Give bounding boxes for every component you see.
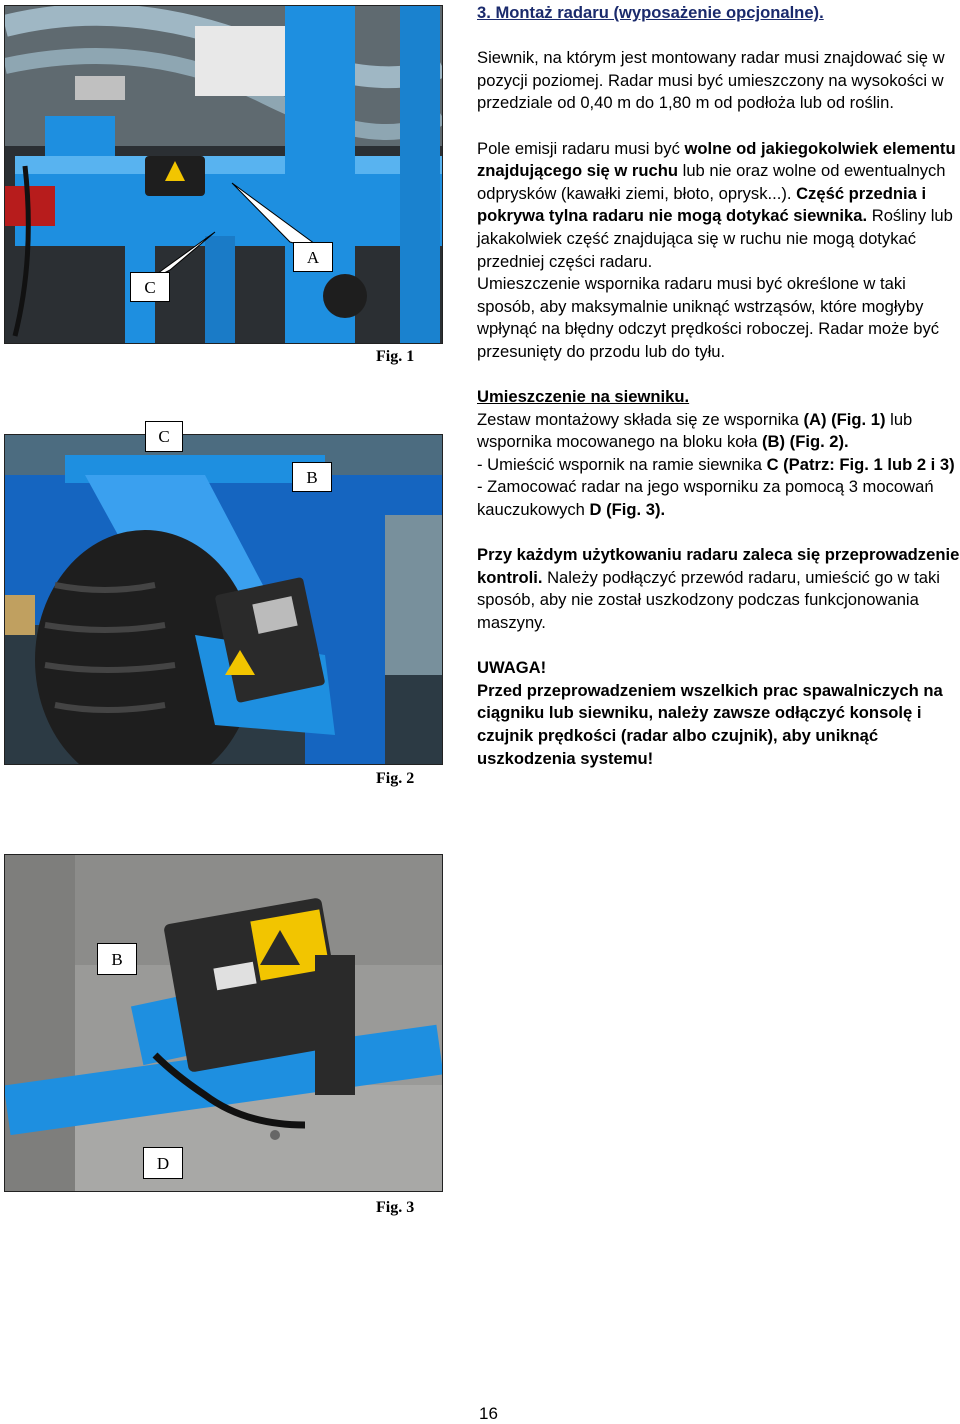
figure-3-illustration	[5, 855, 442, 1191]
text-run-bold: (A) (Fig. 1)	[803, 409, 886, 429]
text-run: - Umieścić wspornik na ramie siewnika	[477, 454, 767, 474]
figure-2-caption: Fig. 2	[376, 770, 415, 787]
paragraph-emission-field	[477, 138, 960, 274]
paragraph-control	[477, 544, 960, 634]
text-run-bold: D (Fig. 3).	[589, 500, 666, 520]
text-run-bold: UWAGA!	[477, 658, 547, 678]
section-title: 3. Montaż radaru (wyposażenie opcjonalne).	[477, 3, 824, 22]
text-column	[477, 2, 960, 770]
text-run: Należy podłączyć przewód radaru, umieścić go w taki sposób, aby nie został uszkodzony podczas funkcjonowania maszyny.	[477, 567, 940, 633]
mounting-heading: Umieszczenie na siewniku.	[477, 387, 690, 407]
warning-label	[477, 657, 960, 680]
text-run-bold: (B) (Fig. 2).	[762, 432, 849, 452]
text-run: Zestaw montażowy składa się ze wspornika	[477, 409, 804, 429]
text-run-bold: Przy każdym użytkowaniu radaru zaleca się przeprowadzenie kontroli.	[477, 545, 960, 587]
text-run: lub nie oraz wolne od ewentualnych odprysków (kawałki ziemi, błoto, oprysk...).	[477, 161, 946, 203]
text-run-bold: Przed przeprowadzeniem wszelkich prac spawalniczych na ciągniku lub siewniku, należy zawsze odłączyć konsolę i czujnik prędkości (radar albo czujnik), aby uniknąć uszkodzenia systemu!	[477, 680, 943, 768]
figure-3-caption: Fig. 3	[376, 1199, 415, 1216]
paragraph-bracket-placement: Umieszczenie wspornika radaru musi być określone w taki sposób, aby maksymalnie uniknąć wstrząsów, które mogłyby wpłynąć na błędny odczyt prędkości roboczej. Radar może być przesunięty do przodu lub do tyłu.	[477, 274, 940, 361]
text-run: - Zamocować radar na jego wsporniku za pomocą 3 mocowań kauczukowych	[477, 477, 934, 520]
figure-3-photo	[4, 854, 443, 1192]
figure-2-illustration	[5, 435, 442, 764]
warning-text	[477, 680, 960, 770]
text-run-bold: wolne od jakiegokolwiek elementu znajdującego się w ruchu	[477, 138, 956, 181]
mounting-kit-text	[477, 409, 960, 454]
text-run: Rośliny lub jakakolwiek część znajdująca się w ruchu nie mogą dotykać przedniej części radaru.	[477, 206, 953, 271]
figure-2-photo	[4, 434, 443, 765]
fig2-callout-c: C	[145, 421, 183, 452]
figure-1-caption: Fig. 1	[376, 348, 415, 365]
text-run: Pole emisji radaru musi być	[477, 138, 685, 158]
fig1-callout-a: A	[293, 242, 333, 272]
mounting-step-2	[477, 476, 960, 521]
paragraph-leveling: Siewnik, na którym jest montowany radar musi znajdować się w pozycji poziomej. Radar musi być umieszczony na wysokości w przedziale od 0,40 m do 1,80 m od podłoża lub od roślin.	[477, 48, 945, 113]
fig3-callout-d: D	[143, 1147, 183, 1179]
text-run: lub wspornika mocowanego na bloku koła	[477, 409, 913, 452]
mounting-step-1	[477, 454, 960, 477]
page-number: 16	[479, 1404, 498, 1423]
text-run-bold: C (Patrz: Fig. 1 lub 2 i 3)	[766, 454, 955, 474]
fig1-callout-c: C	[130, 272, 170, 302]
text-run-bold: Część przednia i pokrywa tylna radaru nie mogą dotykać siewnika.	[477, 183, 927, 226]
fig2-callout-b: B	[292, 462, 332, 492]
fig3-callout-b: B	[97, 943, 137, 975]
